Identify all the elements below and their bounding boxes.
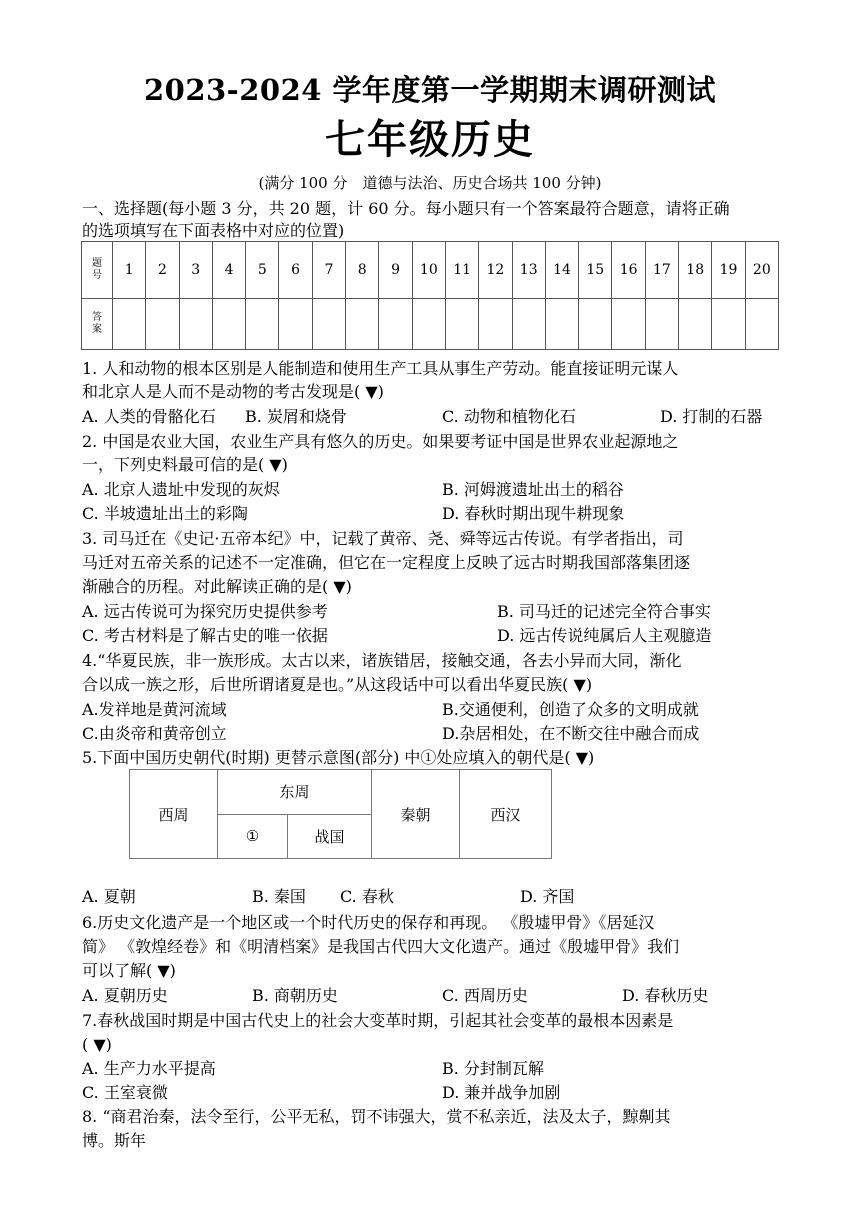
question-number-cell: 8 [346,242,379,299]
answer-cell[interactable] [612,299,645,350]
q1-option-c: C. 动物和植物化石 [442,407,576,426]
q6-option-c: C. 西周历史 [442,986,528,1005]
q2-option-b: B. 河姆渡遗址出土的稻谷 [442,480,624,499]
q3-stem-cont: 马迁对五帝关系的记述不一定准确，但它在一定程度上反映了远古时期我国部落集团逐 [82,553,691,572]
question-number-cell: 5 [246,242,279,299]
dynasty-qin: 秦朝 [372,770,460,859]
q3-stem-cont2: 渐融合的历程。对此解读正确的是( ▼) [82,577,352,596]
q2-option-c: C. 半坡遗址出土的彩陶 [82,504,248,523]
question-number-cell: 4 [212,242,245,299]
answer-cell[interactable] [679,299,712,350]
q7-option-d: D. 兼并战争加剧 [442,1083,561,1102]
answer-cell[interactable] [545,299,578,350]
section-heading: 一、选择题(每小题 3 分，共 20 题，计 60 分。每小题只有一个答案最符合题意，请将正确 [82,199,730,218]
dynasty-xizhou: 西周 [130,770,218,859]
q2-option-d: D. 春秋时期出现牛耕现象 [442,504,625,523]
q4-option-a: A.发祥地是黄河流域 [82,700,227,719]
q4-option-d: D.杂居相处，在不断交往中融合而成 [442,724,700,743]
q3-option-b: B. 司马迁的记述完全符合事实 [497,602,711,621]
answer-cell[interactable] [445,299,478,350]
q5-option-a: A. 夏朝 [82,887,136,906]
question-number-cell: 16 [612,242,645,299]
q6-stem-cont2: 可以了解( ▼) [82,961,176,980]
question-number-cell: 17 [645,242,678,299]
q6-stem-cont: 简》 《敦煌经卷》和《明清档案》是我国古代四大文化遗产。通过《殷墟甲骨》我们 [82,937,680,956]
q6-option-b: B. 商朝历史 [252,986,338,1005]
q4-stem: 4.“华夏民族，非一族形成。太古以来，诸族错居，接触交通，各去小异而大同，渐化 [82,651,682,670]
q3-option-a: A. 远古传说可为探究历史提供参考 [82,602,328,621]
section-heading-cont: 的选项填写在下面表格中对应的位置) [82,221,345,240]
question-number-cell: 11 [445,242,478,299]
answer-cell[interactable] [113,299,146,350]
q2-stem: 2. 中国是农业大国，农业生产具有悠久的历史。如果要考证中国是世界农业起源地之 [82,432,679,451]
q2-stem-cont: 一，下列史料最可信的是( ▼) [82,455,288,474]
question-number-cell: 15 [579,242,612,299]
q2-option-a: A. 北京人遗址中发现的灰烬 [82,480,280,499]
answer-label: 答 案 [82,299,113,350]
answer-cell[interactable] [579,299,612,350]
answer-cell[interactable] [279,299,312,350]
answer-cell[interactable] [412,299,445,350]
q5-stem: 5.下面中国历史朝代(时期) 更替示意图(部分) 中①处应填入的朝代是( ▼) [82,748,595,767]
question-number-cell: 20 [745,242,778,299]
answer-cell[interactable] [379,299,412,350]
question-number-cell: 18 [679,242,712,299]
exam-note: (满分 100 分 道德与法治、历史合场共 100 分钟) [258,174,602,192]
q3-option-d: D. 远古传说纯属后人主观臆造 [497,626,712,645]
dynasty-xihan: 西汉 [460,770,552,859]
q3-option-c: C. 考古材料是了解古史的唯一依据 [82,626,328,645]
dynasty-diagram [129,769,552,859]
question-number-cell: 3 [179,242,212,299]
dynasty-blank: ① [218,814,288,859]
q6-option-d: D. 春秋历史 [622,986,709,1005]
q7-stem-cont: ( ▼) [82,1035,112,1054]
question-number-cell: 7 [312,242,345,299]
answer-cell[interactable] [179,299,212,350]
question-number-cell: 10 [412,242,445,299]
q7-stem: 7.春秋战国时期是中国古代史上的社会大变革时期，引起其社会变革的最根本因素是 [82,1011,674,1030]
question-number-label: 题 号 [82,242,113,299]
q4-option-c: C.由炎帝和黄帝创立 [82,724,227,743]
exam-title: 2023-2024 学年度第一学期期末调研测试 [143,73,717,107]
q5-option-c: C. 春秋 [340,887,394,906]
answer-cell[interactable] [346,299,379,350]
q8-stem: 8. “商君治秦，法令至行，公平无私，罚不讳强大，赏不私亲近，法及太子，黥劓其 [82,1107,671,1126]
q7-option-c: C. 王室衰微 [82,1083,168,1102]
q7-option-b: B. 分封制瓦解 [442,1059,544,1078]
question-number-cell: 19 [712,242,745,299]
q3-stem: 3. 司马迁在《史记·五帝本纪》中，记载了黄帝、尧、舜等远古传说。有学者指出，司 [82,529,684,548]
q8-stem-cont: 博。斯年 [82,1131,147,1150]
question-number-cell: 12 [479,242,512,299]
answer-cell[interactable] [712,299,745,350]
answer-cell[interactable] [479,299,512,350]
answer-cell[interactable] [246,299,279,350]
dynasty-zhanguo: 战国 [288,814,372,859]
answer-cell[interactable] [745,299,778,350]
answer-cell[interactable] [312,299,345,350]
question-number-cell: 13 [512,242,545,299]
q4-stem-cont: 合以成一族之形，后世所谓诸夏是也。”从这段话中可以看出华夏民族( ▼) [82,675,593,694]
question-number-cell: 2 [146,242,179,299]
question-number-cell: 6 [279,242,312,299]
q1-stem-cont: 和北京人是人而不是动物的考古发现是( ▼) [82,382,384,401]
answer-sheet-table [81,241,779,350]
q1-option-a: A. 人类的骨骼化石 [82,407,216,426]
question-number-cell: 1 [113,242,146,299]
dynasty-dongzhou: 东周 [218,770,372,815]
q6-stem: 6.历史文化遗产是一个地区或一个时代历史的保存和再现。 《殷墟甲骨》《居延汉 [82,913,655,932]
q7-option-a: A. 生产力水平提高 [82,1059,216,1078]
q5-option-b: B. 秦国 [252,887,306,906]
answer-cell[interactable] [645,299,678,350]
q5-option-d: D. 齐国 [520,887,575,906]
q1-stem: 1. 人和动物的根本区别是人能制造和使用生产工具从事生产劳动。能直接证明元谋人 [82,359,679,378]
q1-option-d: D. 打制的石器 [660,407,763,426]
answer-cell[interactable] [212,299,245,350]
answer-cell[interactable] [146,299,179,350]
question-number-cell: 9 [379,242,412,299]
q4-option-b: B.交通便利，创造了众多的文明成就 [442,700,699,719]
q6-option-a: A. 夏朝历史 [82,986,168,1005]
subject-title: 七年级历史 [325,116,535,163]
answer-cell[interactable] [512,299,545,350]
question-number-cell: 14 [545,242,578,299]
q1-option-b: B. 炭屑和烧骨 [245,407,347,426]
